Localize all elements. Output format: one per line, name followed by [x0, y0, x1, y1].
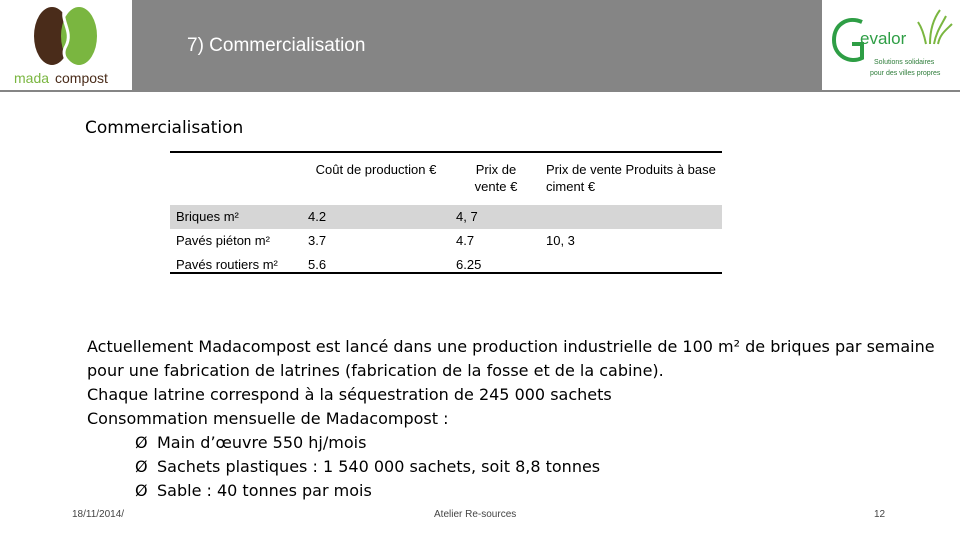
- svg-text:pour des villes propres: pour des villes propres: [870, 70, 941, 77]
- madacompost-logo: [0, 0, 132, 90]
- row-label: Pavés routiers m²: [176, 257, 278, 272]
- bullet-item: [87, 479, 957, 503]
- gevalor-logo: [822, 0, 960, 90]
- page-number: 12: [874, 509, 886, 520]
- table-row: [170, 205, 722, 229]
- bullet-item: [87, 455, 957, 479]
- bullet-text: Main d’œuvre 550 hj/mois: [157, 433, 367, 452]
- paragraph-consumption: Consommation mensuelle de Madacompost :: [87, 409, 449, 428]
- pricing-table: [170, 151, 722, 274]
- paragraph-production: Actuellement Madacompost est lancé dans une production industrielle de 100 m² de briques par semaine: [87, 337, 935, 356]
- svg-text:evalor: evalor: [860, 29, 907, 48]
- header-cout: Coût de production €: [315, 162, 437, 177]
- footer-date: 18/11/2014/: [72, 509, 125, 520]
- paragraph-sequestration: Chaque latrine correspond à la séquestration de 245 000 sachets: [87, 385, 612, 404]
- footer-event: Atelier Re-sources: [434, 509, 517, 520]
- paragraph-latrines: pour une fabrication de latrines (fabrication de la fosse et de la cabine).: [87, 361, 664, 380]
- row-cout: 4.2: [308, 209, 327, 224]
- svg-text:compost: compost: [55, 70, 108, 86]
- arrow-bullet-icon: Ø: [135, 457, 148, 476]
- row-ciment: 10, 3: [546, 233, 575, 248]
- header-bar: [0, 0, 960, 92]
- header-ciment: Prix de vente Produits à base ciment €: [546, 162, 716, 194]
- grass-icon: [918, 10, 952, 44]
- row-prix: 4.7: [456, 233, 475, 248]
- header-prix: Prix de vente €: [474, 162, 518, 194]
- svg-text:Solutions solidaires: Solutions solidaires: [874, 59, 935, 66]
- table-top-rule: [170, 151, 722, 153]
- row-prix: 4, 7: [456, 209, 478, 224]
- arrow-bullet-icon: Ø: [135, 481, 148, 500]
- row-cout: 5.6: [308, 257, 327, 272]
- table-bottom-rule: [170, 272, 722, 274]
- g-letter-icon: [834, 20, 862, 60]
- row-label: Pavés piéton m²: [176, 233, 270, 248]
- slide-title: 7) Commercialisation: [187, 35, 366, 56]
- row-prix: 6.25: [456, 257, 482, 272]
- row-cout: 3.7: [308, 233, 327, 248]
- section-heading: Commercialisation: [85, 118, 244, 138]
- row-label: Briques m²: [176, 209, 239, 224]
- bullet-text: Sable : 40 tonnes par mois: [157, 481, 372, 500]
- arrow-bullet-icon: Ø: [135, 433, 148, 452]
- body-text: [87, 335, 957, 503]
- bullet-text: Sachets plastiques : 1 540 000 sachets, soit 8,8 tonnes: [157, 457, 601, 476]
- coffee-bean-icon: [0, 0, 132, 90]
- table-row: [170, 229, 722, 253]
- bullet-item: [87, 431, 957, 455]
- svg-text:mada: mada: [14, 70, 50, 86]
